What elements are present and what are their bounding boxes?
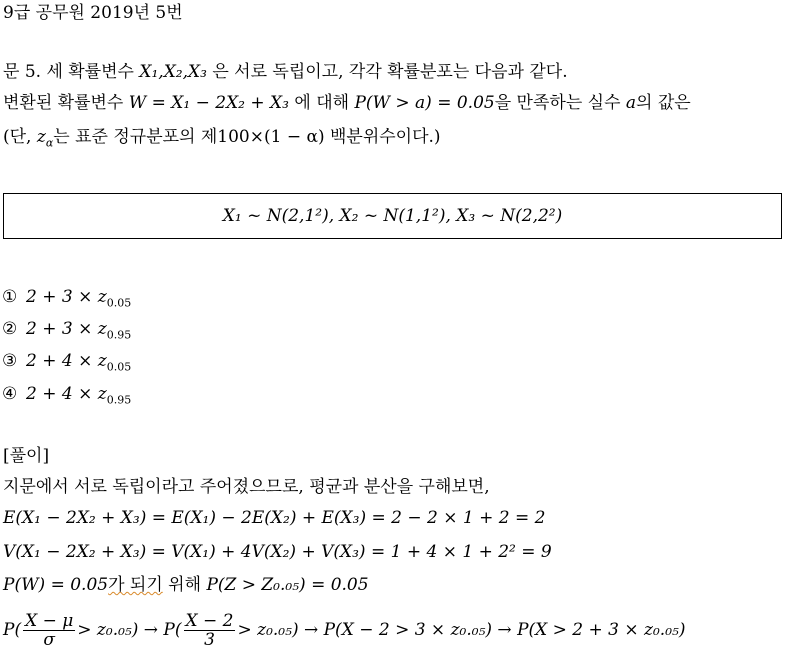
page-header: 9급 공무원 2019년 5번 [3,3,183,23]
option-1-marker: ① [2,287,18,307]
option-3-expr: 2 + 4 × z [26,351,107,371]
question-line-1-prefix: 문 5. 세 확률변수 [3,62,134,82]
fraction-1-denominator: σ [43,630,55,650]
distribution-text: X₁ ~ N(2,1²), X₂ ~ N(1,1²), X₃ ~ N(2,2²) [222,206,563,226]
z-symbol: z [36,127,46,147]
question-line-2-end: 의 값은 [636,93,691,113]
question-line-2-suffix: 을 만족하는 실수 [494,93,621,113]
z-subscript: α [45,136,54,150]
condition-mid: 가 되기 [108,575,163,595]
question-line-1-suffix: 은 서로 독립이고, 각각 확률분포는 다음과 같다. [212,62,568,82]
fraction-substituted [184,612,236,649]
final-part-2: > z₀.₀₅) → P( [77,620,182,640]
question-line-3 [3,126,441,148]
option-2-sub: 0.95 [106,328,132,342]
question-line-1 [3,61,568,83]
option-1-sub: 0.05 [106,296,132,310]
question-line-2-mid: 에 대해 [294,93,350,113]
option-3-sub: 0.05 [106,360,132,374]
question-variables: X₁,X₂,X₃ [139,62,207,82]
question-line-3-prefix: (단, [3,127,32,147]
question-line-2-prefix: 변환된 확률변수 [3,93,124,113]
option-1[interactable] [2,286,131,308]
option-3-marker: ③ [2,351,18,371]
fraction-1-numerator: X − μ [25,611,74,631]
option-2[interactable] [2,318,131,340]
option-4-sub: 0.95 [106,393,132,407]
option-4[interactable] [2,383,131,405]
condition-text: 위해 [168,575,202,595]
question-line-2 [3,92,691,114]
fraction-2-numerator: X − 2 [185,611,234,631]
option-4-marker: ④ [2,384,18,404]
option-2-expr: 2 + 3 × z [26,319,107,339]
condition-expr: P(Z > Z₀.₀₅) = 0.05 [206,575,369,595]
option-3[interactable] [2,350,131,372]
solution-condition [3,574,369,596]
option-4-expr: 2 + 4 × z [26,384,107,404]
fraction-standardize [23,612,75,649]
solution-intro: 지문에서 서로 독립이라고 주어졌으므로, 평균과 분산을 구해보면, [3,477,490,497]
option-1-expr: 2 + 3 × z [26,287,107,307]
condition-prefix: P(W) = 0.05 [3,575,109,595]
solution-final [3,610,685,650]
solution-mean: E(X₁ − 2X₂ + X₃) = E(X₁) − 2E(X₂) + E(X₃) = 2 − 2 × 1 + 2 = 2 [3,508,546,528]
final-part-3: > z₀.₀₅) → P(X − 2 > 3 × z₀.₀₅) → P(X > 2 + 3 × z₀.₀₅) [237,620,686,640]
question-line-3-suffix: 는 표준 정규분포의 제100×(1 − α) 백분위수이다.) [53,127,441,147]
variable-a: a [625,93,637,113]
transform-expression: W = X₁ − 2X₂ + X₃ [128,93,289,113]
solution-variance: V(X₁ − 2X₂ + X₃) = V(X₁) + 4V(X₂) + V(X₃) = 1 + 4 × 1 + 2² = 9 [3,542,552,562]
final-part-1: P( [3,620,22,640]
option-2-marker: ② [2,319,18,339]
distribution-box [3,193,782,239]
solution-heading: [풀이] [3,446,50,466]
probability-condition: P(W > a) = 0.05 [354,93,495,113]
fraction-2-denominator: 3 [204,630,215,650]
